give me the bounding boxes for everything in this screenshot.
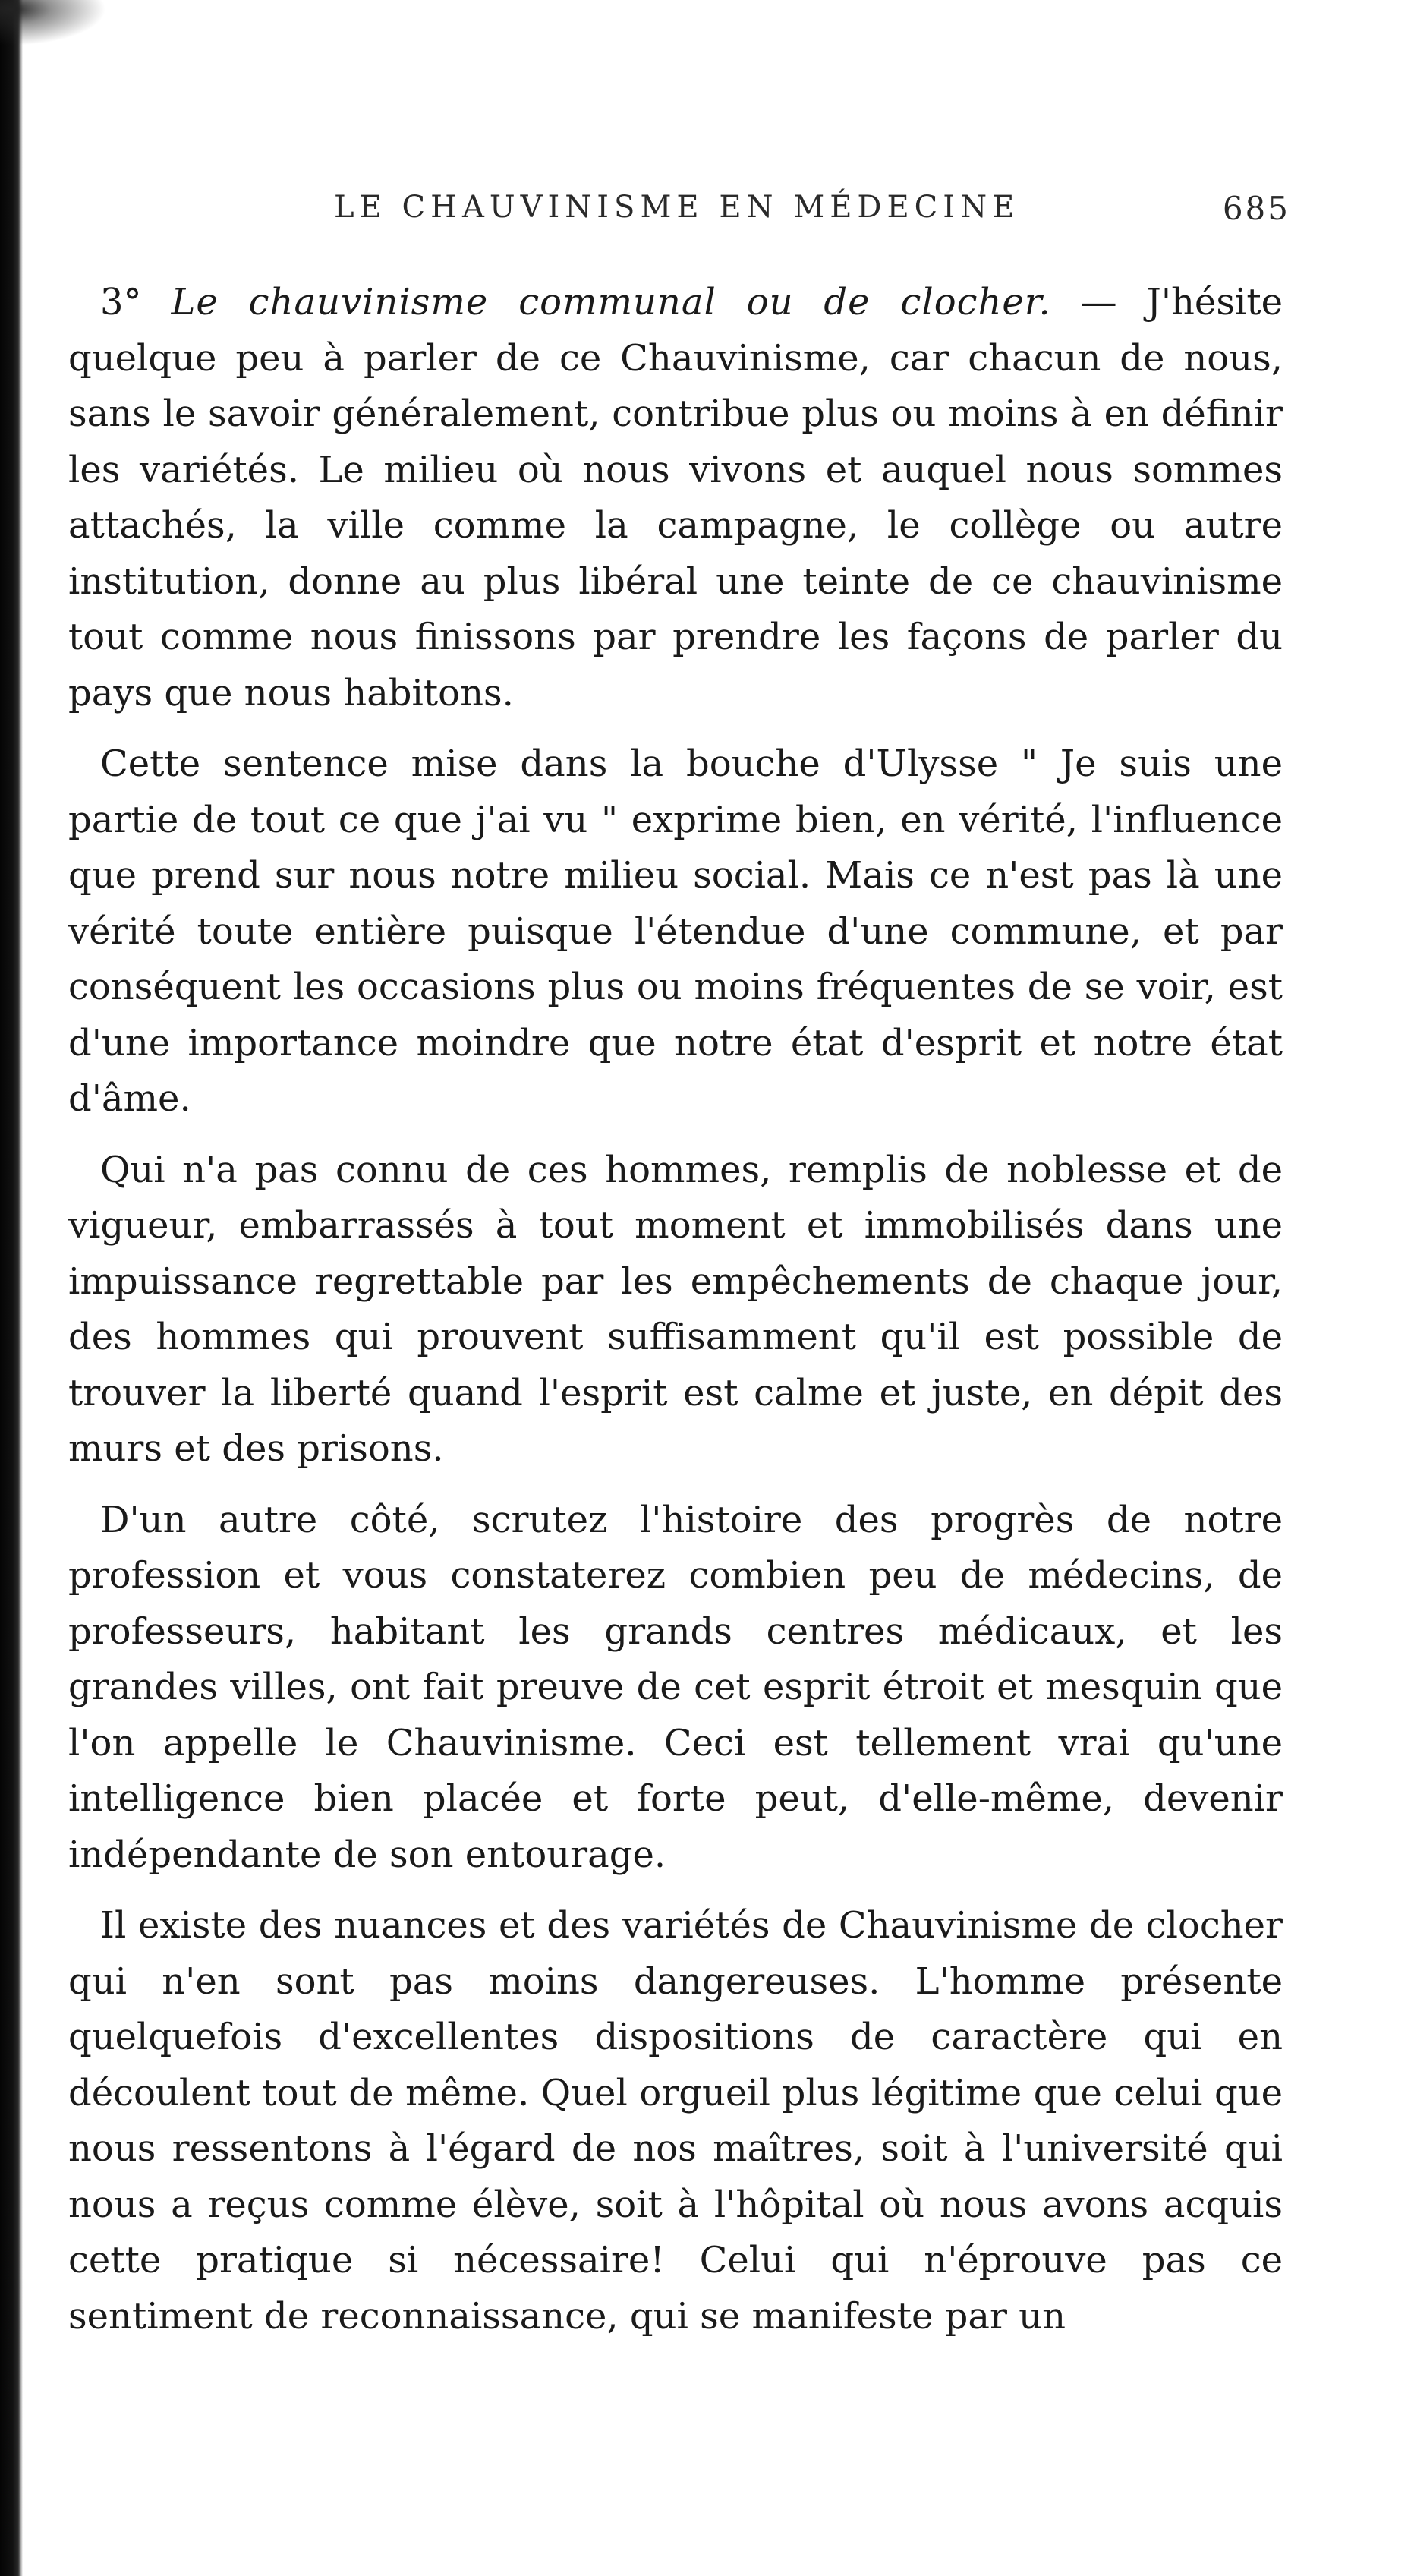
paragraph-2: Cette sentence mise dans la bouche d'Ulysse " Je suis une partie de tout ce que j'ai vu " exprime bien, en vérité, l'influence que prend sur nous notre milieu social. Mais ce n'est pas là une vérité toute entière puisque l'étendue d'une commune, et par conséquent les occasions plus ou moins fréquentes de se voir, est d'une importance moindre que notre état d'esprit et notre état d'âme. bbox=[68, 743, 1283, 1120]
binding-edge bbox=[0, 0, 23, 2576]
paragraph-3: Qui n'a pas connu de ces hommes, remplis de noblesse et de vigueur, embarrassés à tout moment et immobilisés dans une impuissance regrettable par les empêchements de chaque jour, des hommes qui prouvent suffisamment qu'il est possible de trouver la liberté quand l'esprit est calme et juste, en dépit des murs et des prisons. bbox=[68, 1148, 1283, 1470]
paragraph-4: D'un autre côté, scrutez l'histoire des progrès de notre profession et vous constaterez combien peu de médecins, de professeurs, habitant les grands centres médicaux, et les grandes villes, ont fait preuve de cet esprit étroit et mesquin que l'on appelle le Chauvinisme. Ceci est tellement vrai qu'une intelligence bien placée et forte peut, d'elle-même, devenir indépendante de son entourage. bbox=[68, 1498, 1283, 1876]
running-title: LE CHAUVINISME EN MÉDECINE bbox=[334, 190, 1020, 225]
section-title: Le chauvinisme communal ou de clocher. bbox=[171, 281, 1051, 323]
paragraph-5: Il existe des nuances et des variétés de Chauvinisme de clocher qui n'en sont pas moins dangereuses. L'homme présente quelquefois d'excellentes dispositions de caractère qui en découlent tout de même. Quel orgueil plus légitime que celui que nous ressentons à l'égard de nos maîtres, soit à l'université qui nous a reçus comme élève, soit à l'hôpital où nous avons acquis cette pratique si nécessaire! Celui qui n'éprouve pas ce sentiment de reconnaissance, qui se manifeste par un bbox=[68, 1904, 1283, 2338]
section-dash: — bbox=[1050, 281, 1147, 323]
body-text bbox=[68, 275, 1283, 2360]
running-head bbox=[334, 190, 1290, 235]
paragraph-1 bbox=[68, 275, 1283, 721]
paragraph-1-text: J'hésite quelque peu à parler de ce Chauvinisme, car chacun de nous, sans le savoir généralement, contribue plus ou moins à en définir les variétés. Le milieu où nous vivons et auquel nous sommes attachés, la ville comme la campagne, le collège ou autre institution, donne au plus libéral une teinte de ce chauvinisme tout comme nous finissons par prendre les façons de parler du pays que nous habitons. bbox=[68, 281, 1283, 714]
section-number: 3° bbox=[100, 281, 142, 323]
page-number: 685 bbox=[1222, 190, 1290, 227]
scan-artifact bbox=[0, 0, 106, 46]
